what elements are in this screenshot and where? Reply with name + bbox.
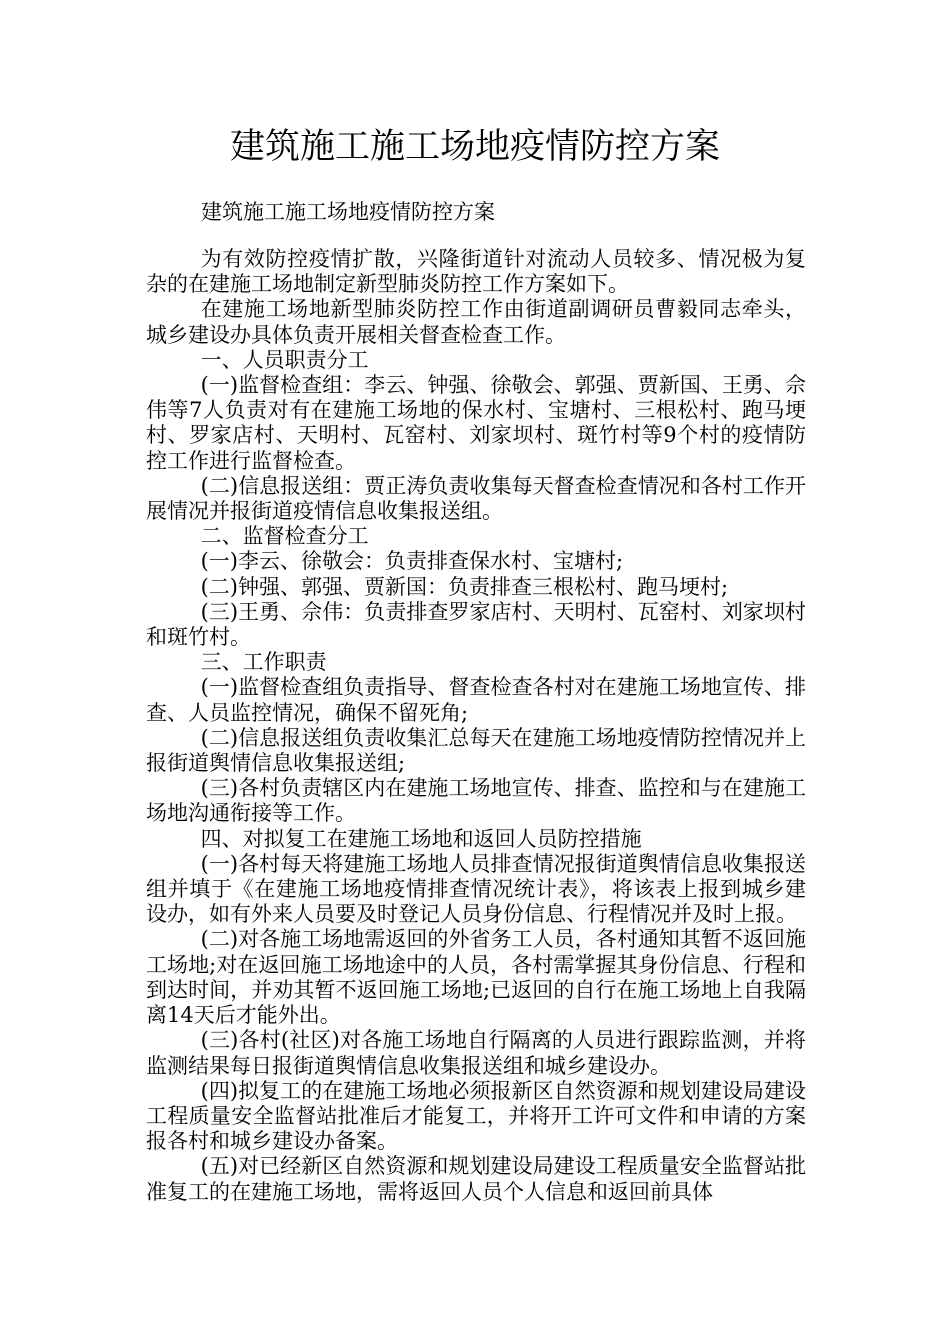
- section-heading: 四、对拟复工在建施工场地和返回人员防控措施: [200, 826, 642, 851]
- section-heading: 二、监督检查分工: [200, 524, 369, 549]
- paragraph: (二)信息报送组负责收集汇总每天在建施工场地疫情防控情况并上报街道舆情信息收集报送组;: [146, 725, 806, 776]
- paragraph: (二)信息报送组：贾正涛负责收集每天督查检查情况和各村工作开展情况并报街道疫情信息收集报送组。: [146, 473, 806, 524]
- section-heading: 一、人员职责分工: [200, 347, 369, 372]
- paragraph: (一)监督检查组：李云、钟强、徐敬会、郭强、贾新国、王勇、佘伟等7人负责对有在建施工场地的保水村、宝塘村、三根松村、跑马埂村、罗家店村、天明村、瓦窑村、刘家坝村、斑竹村等9个村的疫情防控工作进行监督检查。: [146, 373, 806, 473]
- paragraph: (三)王勇、佘伟：负责排查罗家店村、天明村、瓦窑村、刘家坝村和斑竹村。: [146, 599, 806, 650]
- paragraph: (二)对各施工场地需返回的外省务工人员，各村通知其暂不返回施工场地;对在返回施工场地途中的人员，各村需掌握其身份信息、行程和到达时间，并劝其暂不返回施工场地;已返回的自行在施工场地上自我隔离14天后才能外出。: [146, 927, 806, 1028]
- paragraph: (一)各村每天将建施工场地人员排查情况报街道舆情信息收集报送组并填于《在建施工场地疫情排查情况统计表》，将该表上报到城乡建设办，如有外来人员要及时登记人员身份信息、行程情况并及时上报。: [146, 851, 806, 927]
- paragraph: (一)监督检查组负责指导、督查检查各村对在建施工场地宣传、排查、人员监控情况，确保不留死角;: [146, 675, 806, 725]
- paragraph: (三)各村负责辖区内在建施工场地宣传、排查、监控和与在建施工场地沟通衔接等工作。: [146, 776, 806, 826]
- document-body: [146, 247, 806, 1205]
- paragraph: (五)对已经新区自然资源和规划建设局建设工程质量安全监督站批准复工的在建施工场地，需将返回人员个人信息和返回前具体: [146, 1154, 806, 1204]
- section-heading: 三、工作职责: [200, 650, 327, 675]
- paragraph: (三)各村(社区)对各施工场地自行隔离的人员进行跟踪监测，并将监测结果每日报街道舆情信息收集报送组和城乡建设办。: [146, 1028, 806, 1078]
- document-subtitle: 建筑施工施工场地疫情防控方案: [201, 200, 495, 224]
- paragraph: (一)李云、徐敬会：负责排查保水村、宝塘村;: [200, 549, 624, 574]
- paragraph: 在建施工场地新型肺炎防控工作由街道副调研员曹毅同志牵头，城乡建设办具体负责开展相关督查检查工作。: [146, 297, 806, 347]
- document-title: 建筑施工施工场地疫情防控方案: [229, 127, 720, 167]
- paragraph: 为有效防控疫情扩散，兴隆街道针对流动人员较多、情况极为复杂的在建施工场地制定新型肺炎防控工作方案如下。: [146, 247, 806, 297]
- paragraph: (二)钟强、郭强、贾新国：负责排查三根松村、跑马埂村;: [200, 574, 729, 599]
- paragraph: (四)拟复工的在建施工场地必须报新区自然资源和规划建设局建设工程质量安全监督站批准后才能复工，并将开工许可文件和申请的方案报各村和城乡建设办备案。: [146, 1078, 806, 1154]
